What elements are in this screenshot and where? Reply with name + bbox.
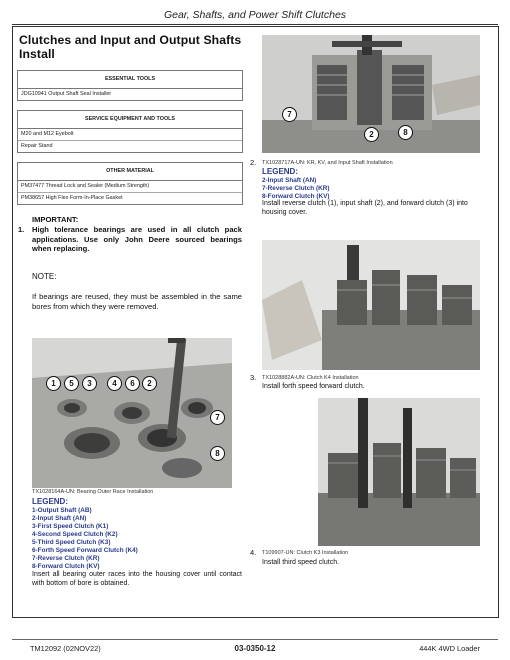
step3-number: 3. [250,373,257,382]
footer-model: 444K 4WD Loader [419,644,480,653]
service-equipment-table [17,110,243,153]
figure1-legend-heading: LEGEND: [32,497,68,506]
callout-8: 8 [210,446,225,461]
step3-photo [262,240,480,370]
figure1-legend-item: 1-Output Shaft (AB) [32,507,92,514]
callout-3: 3 [82,376,97,391]
bearing-race-photo [32,338,232,488]
figure1-legend-item: 3-First Speed Clutch (K1) [32,523,109,530]
section-title-line1: Clutches and Input and Output Shafts [19,33,242,47]
step2-caption: TX1028717A-UN: KR, KV, and Input Shaft Installation [262,160,393,166]
step2-number: 2. [250,158,257,167]
step3-instruction: Install forth speed forward clutch. [262,383,365,390]
figure1-legend-item: 8-Forward Clutch (KV) [32,563,100,570]
step2-photo [262,35,480,153]
figure1-legend-item: 5-Third Speed Clutch (K3) [32,539,111,546]
figure1-caption: TX1028164A-UN: Bearing Outer Race Installation [32,489,154,495]
section-title [19,33,259,61]
footer-page-number: 03-0350-12 [234,644,276,653]
essential-tool-item: JDG10941 Output Shaft Seal Installer [21,91,112,97]
callout-6: 6 [125,376,140,391]
forth-speed-clutch-illustration [262,240,480,370]
figure1-legend-item: 6-Forth Speed Forward Clutch (K4) [32,547,138,554]
essential-tools-table [17,70,243,101]
callout-4: 4 [107,376,122,391]
other-material-item: PM38657 High Flex Form-In-Place Gasket [21,195,123,201]
callout-8: 8 [398,125,413,140]
step4-number: 4. [250,548,257,557]
service-equipment-item: Repair Stand [21,143,53,149]
other-material-item: PM37477 Thread Lock and Sealer (Medium Strength) [18,181,242,193]
important-text: High tolerance bearings are used in all clutch pack applications. Use only John Deere sourced bearings when replacing. [32,225,242,254]
service-equipment-item: M20 and M12 Eyebolt [18,129,242,141]
step2-instruction: Install reverse clutch (1), input shaft (2), and forward clutch (3) into housing cover. [262,200,468,216]
note-label: NOTE: [32,272,57,281]
callout-2: 2 [142,376,157,391]
essential-tools-heading: ESSENTIAL TOOLS [18,71,242,89]
callout-2: 2 [364,127,379,142]
callout-7: 7 [282,107,297,122]
step2-legend-heading: LEGEND: [262,167,298,176]
figure1-legend-item: 7-Reverse Clutch (KR) [32,555,100,562]
footer-tm-number: TM12092 (02NOV22) [30,644,101,653]
callout-7: 7 [210,410,225,425]
step4-photo [318,398,480,546]
important-label: IMPORTANT: [32,215,79,224]
callout-5: 5 [64,376,79,391]
step4-caption: T109907-UN: Clutch K3 Installation [262,550,349,556]
step4-instruction: Install third speed clutch. [262,559,340,566]
footer-divider [12,639,498,640]
note-text: If bearings are reused, they must be assembled in the same bores from which they were removed. [32,292,242,311]
figure1-legend-item: 2-Input Shaft (AN) [32,515,87,522]
callout-1: 1 [46,376,61,391]
step3-caption: TX1028882A-UN: Clutch K4 Installation [262,375,359,381]
step2-legend-item: 2-Input Shaft (AN) [262,177,317,184]
page-header-title: Gear, Shafts, and Power Shift Clutches [163,9,347,21]
header-divider [12,24,498,25]
third-speed-clutch-illustration [318,398,480,546]
other-material-heading: OTHER MATERIAL [18,163,242,181]
figure1-instruction: Insert all bearing outer races into the housing cover until contact with bottom of bore is obtained. [32,571,242,587]
step2-legend-item: 8-Forward Clutch (KV) [262,193,330,200]
housing-cover-illustration [32,338,232,488]
step1-number: 1. [18,225,25,234]
step2-legend-item: 7-Reverse Clutch (KR) [262,185,330,192]
service-equipment-heading: SERVICE EQUIPMENT AND TOOLS [18,111,242,129]
other-material-table [17,162,243,205]
figure1-legend-item: 4-Second Speed Clutch (K2) [32,531,118,538]
section-title-line2: Install [19,47,55,61]
